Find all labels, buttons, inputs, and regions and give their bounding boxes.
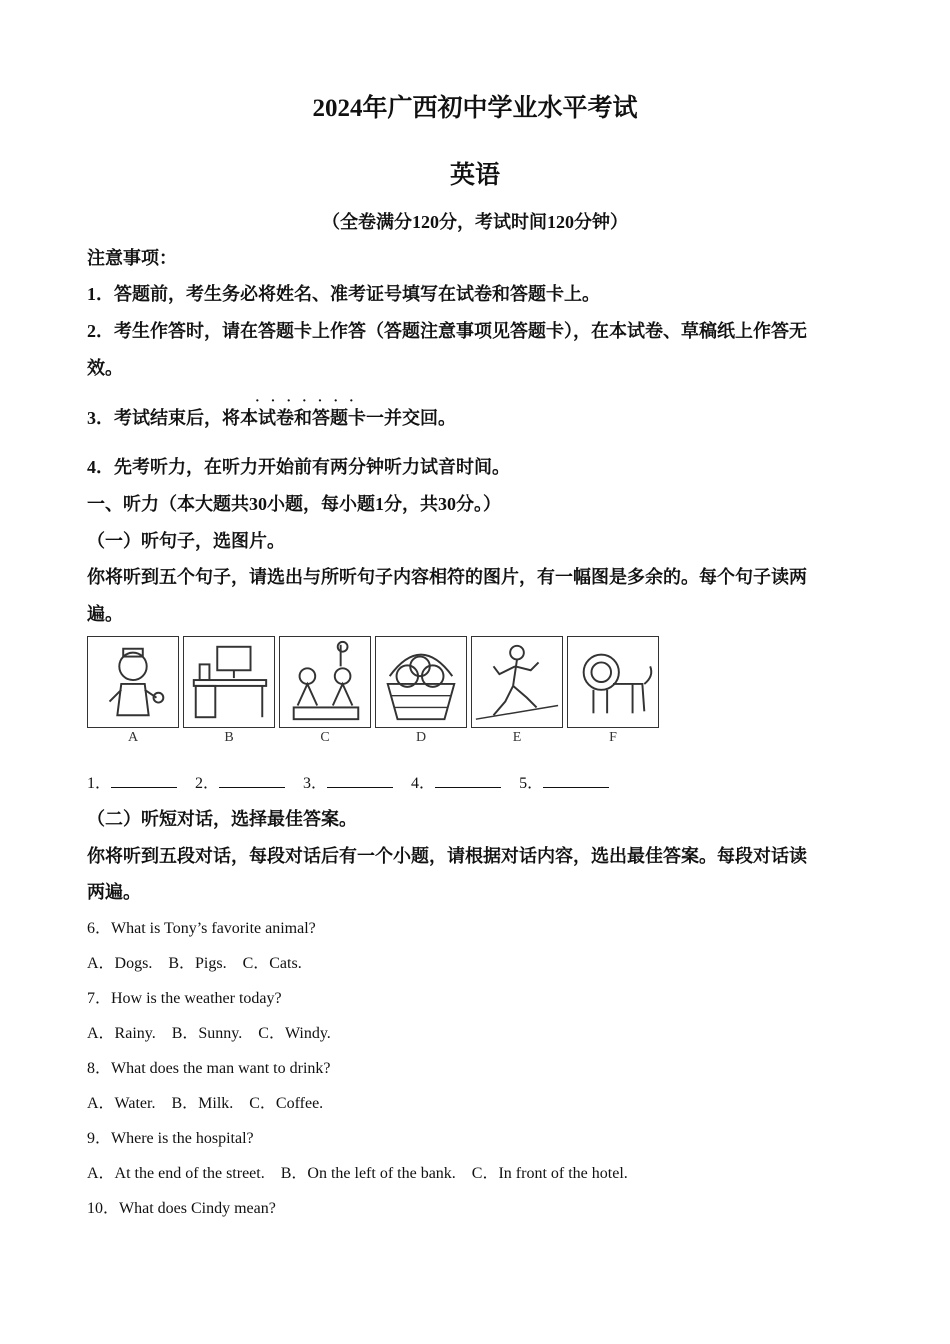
options-9: A．At the end of the street. B．On the left of the bank. C．In front of the hotel. xyxy=(87,1165,628,1182)
exam-title: 2024年广西初中学业水平考试 xyxy=(312,95,638,122)
section1-heading: 一、听力（本大题共30小题，每小题1分，共30分。） xyxy=(87,494,501,514)
answer-blank-3[interactable] xyxy=(327,773,393,788)
question-7: 7．How is the weather today? xyxy=(87,990,282,1007)
answer-blank-5[interactable] xyxy=(543,773,609,788)
exam-note: （全卷满分120分，考试时间120分钟） xyxy=(322,212,628,232)
part1-heading: （一）听句子，选图片。 xyxy=(87,531,285,551)
part2-desc-line1: 你将听到五段对话，每段对话后有一个小题，请根据对话内容，选出最佳答案。每段对话读 xyxy=(87,846,807,866)
lion-icon xyxy=(567,636,659,728)
question-10: 10．What does Cindy mean? xyxy=(87,1200,276,1217)
part1-desc-line1: 你将听到五个句子，请选出与所听句子内容相符的图片，有一幅图是多余的。每个句子读两 xyxy=(87,567,807,587)
instruction-item-4: 4．先考听力，在听力开始前有两分钟听力试音时间。 xyxy=(87,457,510,477)
picture-options xyxy=(87,636,662,746)
blank-label-1: 1． xyxy=(87,775,112,792)
doctor-icon xyxy=(87,636,179,728)
question-6: 6．What is Tony’s favorite animal? xyxy=(87,920,316,937)
blank-label-3: 3． xyxy=(303,775,328,792)
picture-label-a: A xyxy=(127,730,139,745)
answer-blank-2[interactable] xyxy=(219,773,285,788)
answer-blank-1[interactable] xyxy=(111,773,177,788)
picture-label-b: B xyxy=(224,730,234,745)
runner-icon xyxy=(471,636,563,728)
subject-title: 英语 xyxy=(449,162,500,189)
options-6: A．Dogs. B．Pigs. C．Cats. xyxy=(87,955,302,972)
instruction-item-2-cont: 效。 xyxy=(87,358,123,378)
picture-label-d: D xyxy=(415,730,427,745)
picnic-icon xyxy=(279,636,371,728)
instruction-item-2: 2．考生作答时，请在答题卡上作答（答题注意事项见答题卡），在本试卷、草稿纸上作答无 xyxy=(87,321,807,341)
blank-label-4: 4． xyxy=(411,775,436,792)
part2-heading: （二）听短对话，选择最佳答案。 xyxy=(87,809,357,829)
options-7: A．Rainy. B．Sunny. C．Windy. xyxy=(87,1025,331,1042)
apple-basket-icon xyxy=(375,636,467,728)
instruction-item-3: ······· 3．考试结束后，将本试卷和答题卡一并交回。 xyxy=(87,407,867,429)
computer-desk-icon xyxy=(183,636,275,728)
picture-label-c: C xyxy=(320,730,330,745)
instruction-item-1: 1．答题前，考生务必将姓名、准考证号填写在试卷和答题卡上。 xyxy=(87,284,600,304)
instructions-heading: 注意事项： xyxy=(87,248,177,268)
picture-label-f: F xyxy=(609,730,617,745)
answer-blanks xyxy=(87,773,867,795)
blank-label-2: 2． xyxy=(195,775,220,792)
part2-desc-line2: 两遍。 xyxy=(87,882,141,902)
emphasis-dots: ······· xyxy=(255,394,365,409)
blank-label-5: 5． xyxy=(519,775,544,792)
options-8: A．Water. B．Milk. C．Coffee. xyxy=(87,1095,324,1112)
question-9: 9．Where is the hospital? xyxy=(87,1130,254,1147)
question-8: 8．What does the man want to drink? xyxy=(87,1060,331,1077)
picture-label-e: E xyxy=(512,730,522,745)
part1-desc-line2: 遍。 xyxy=(87,604,123,624)
answer-blank-4[interactable] xyxy=(435,773,501,788)
